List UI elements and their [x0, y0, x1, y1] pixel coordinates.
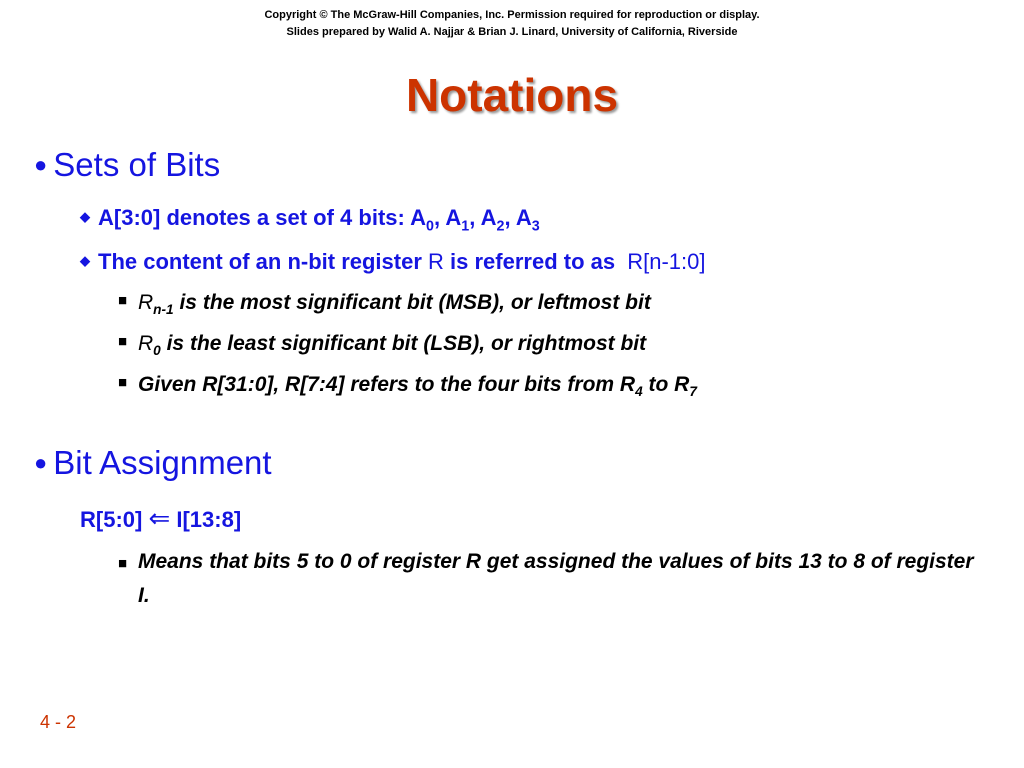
text: , A — [504, 205, 532, 230]
text: is referred to as — [443, 249, 622, 274]
register-symbol: R — [138, 291, 154, 314]
text: is the most significant bit (MSB), or leftmost bit — [173, 291, 651, 314]
text: , A — [433, 205, 462, 230]
text: Means that bits 5 to 0 of register R get assigned the values of bits 13 to 8 of register I. — [138, 550, 974, 607]
text: A[3:0] denotes a set of 4 bits: A — [98, 205, 427, 230]
bullet-dot-icon: ● — [34, 152, 48, 177]
sub-bullet-register-content — [80, 249, 705, 275]
bullet-dot-icon: ● — [34, 450, 48, 475]
msb-item — [118, 291, 651, 317]
page-number: 4 - 2 — [40, 712, 77, 732]
text: Given R[31:0], R[7:4] refers to the four bits from R — [138, 373, 636, 396]
text: to R — [642, 373, 690, 396]
subscript: 1 — [461, 218, 470, 235]
bullet-sets-of-bits — [34, 146, 220, 184]
credits-line: Slides prepared by Walid A. Najjar & Brian J. Linard, University of California, Riverside — [286, 26, 738, 38]
subscript: 4 — [635, 384, 643, 400]
bullet-bit-assignment — [34, 444, 272, 482]
text: is the least significant bit (LSB), or rightmost bit — [160, 332, 647, 355]
means-item — [118, 545, 978, 613]
square-bullet-icon: ■ — [118, 292, 128, 309]
register-symbol: R — [428, 249, 444, 274]
bullet-label: Bit Assignment — [53, 444, 272, 481]
subscript: 2 — [496, 218, 505, 235]
diamond-bullet-icon: ◆ — [80, 253, 90, 268]
slide-title: Notations — [405, 69, 619, 121]
subscript: 0 — [153, 343, 161, 359]
subscript: 0 — [426, 218, 434, 235]
copyright-line: Copyright © The McGraw-Hill Companies, Inc. Permission required for reproduction or display. — [264, 9, 760, 21]
bullet-label: Sets of Bits — [53, 146, 221, 183]
lsb-item — [118, 332, 646, 358]
sub-bullet-set-definition — [80, 205, 540, 234]
subscript: 7 — [689, 384, 697, 400]
assignment-expression — [80, 503, 241, 534]
text: , A — [469, 205, 497, 230]
square-bullet-icon: ■ — [118, 555, 128, 572]
subscript: 3 — [531, 218, 540, 235]
subscript: n-1 — [153, 302, 174, 318]
square-bullet-icon: ■ — [118, 333, 128, 350]
example-item — [118, 373, 697, 399]
register-symbol: R — [138, 332, 154, 355]
range-notation: R[n-1:0] — [627, 249, 706, 274]
text: R[5:0] — [80, 507, 149, 532]
text: The content of an n-bit register — [98, 249, 429, 274]
left-arrow-icon: ⇐ — [148, 503, 171, 533]
text: I[13:8] — [170, 507, 242, 532]
square-bullet-icon: ■ — [118, 374, 128, 391]
diamond-bullet-icon: ◆ — [80, 209, 90, 224]
